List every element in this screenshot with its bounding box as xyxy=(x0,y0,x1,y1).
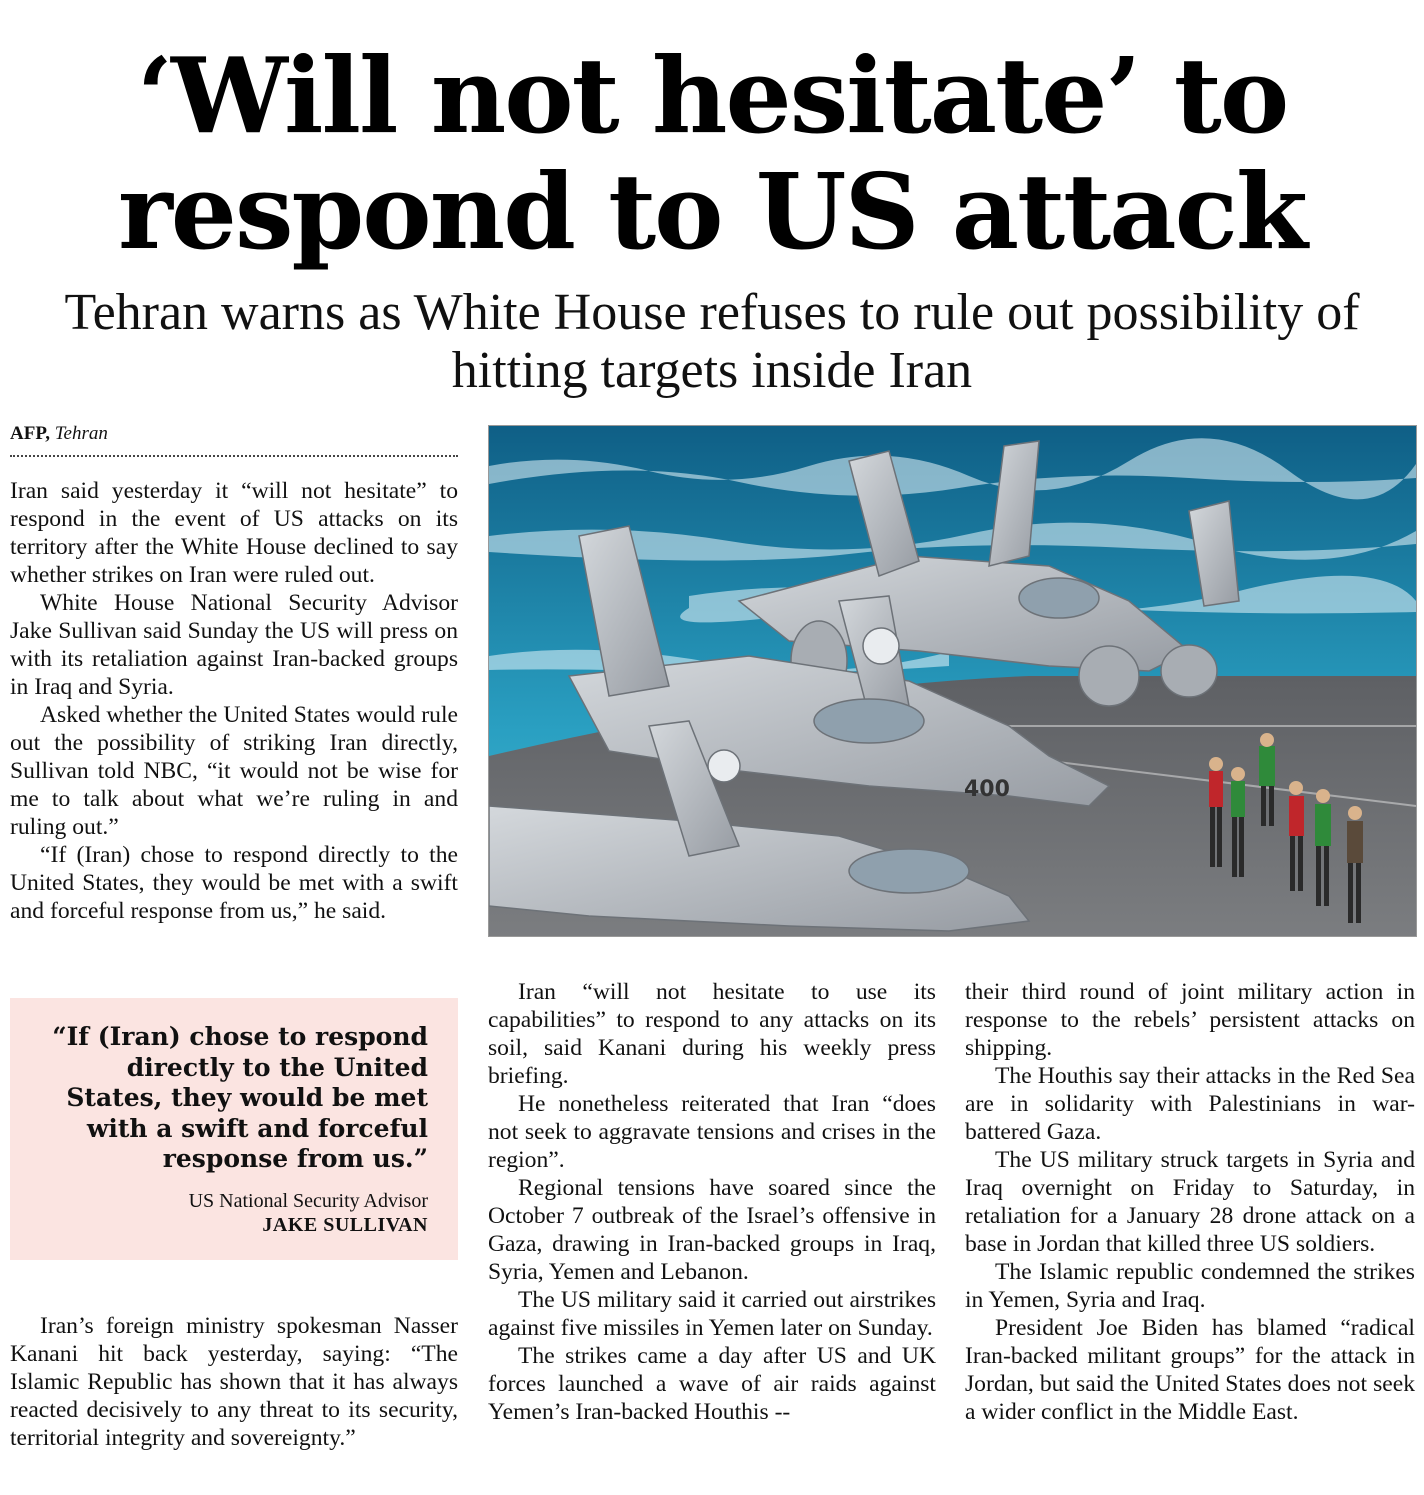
pull-quote-role: US National Security Advisor xyxy=(188,1189,428,1212)
subheadline xyxy=(20,284,1404,400)
paragraph: Regional tensions have soared since the October 7 outbreak of the Israel’s offensive in Gaza, drawing in Iran-backed groups in Iraq, Syria, Yemen and Lebanon. xyxy=(488,1175,936,1285)
paragraph: The US military struck targets in Syria and Iraq overnight on Friday to Saturday, in retaliation for a January 28 drone attack on a base in Jordan that killed three US soldiers. xyxy=(965,1147,1415,1257)
paragraph: Iran “will not hesitate to use its capabilities” to respond to any attacks on its soil, said Kanani during his weekly press briefing. xyxy=(488,979,936,1089)
photo-illustration xyxy=(489,426,1416,936)
paragraph: Iran’s foreign ministry spokesman Nasser Kanani hit back yesterday, saying: “The Islamic Republic has shown that it has always reacted decisively to any threat to its security, territorial integrity and sovereignty.” xyxy=(10,1313,458,1451)
paragraph: The Islamic republic condemned the strikes in Yemen, Syria and Iraq. xyxy=(965,1259,1415,1313)
paragraph: Asked whether the United States would rule out the possibility of striking Iran directly, Sullivan told NBC, “it would not be wise for me to talk about what we’re ruling in and ruling out.” xyxy=(10,702,458,840)
paragraph: He nonetheless reiterated that Iran “does not seek to aggravate tensions and crises in the region”. xyxy=(488,1091,936,1173)
headline xyxy=(0,34,1424,273)
pull-quote-text: “If (Iran) chose to respond directly to the United States, they would be met with a swift and forceful response from us.” xyxy=(52,1022,428,1173)
paragraph: their third round of joint military action in response to the rebels’ persistent attacks on shipping. xyxy=(965,979,1415,1061)
paragraph: The US military said it carried out airstrikes against five missiles in Yemen later on Sunday. xyxy=(488,1287,936,1341)
byline-agency: AFP, xyxy=(10,423,50,444)
column-2 xyxy=(488,978,936,1426)
subheadline-line-1: Tehran warns as White House refuses to rule out possibility of xyxy=(64,284,1360,341)
column-1-bottom xyxy=(10,1312,458,1452)
jet-number: 400 xyxy=(964,777,1010,802)
paragraph: President Joe Biden has blamed “radical Iran-backed militant groups” for the attack in Jordan, but said the United States does not seek a wider conflict in the Middle East. xyxy=(965,1315,1415,1425)
column-1-top xyxy=(10,477,458,925)
pull-quote-box xyxy=(10,998,458,1260)
news-photo-fighter-jets-on-carrier xyxy=(488,425,1417,937)
paragraph: “If (Iran) chose to respond directly to the United States, they would be met with a swift and forceful response from us,” he said. xyxy=(10,842,458,924)
paragraph: Iran said yesterday it “will not hesitate” to respond in the event of US attacks on its territory after the White House declined to say whether strikes on Iran were ruled out. xyxy=(10,478,458,588)
pull-quote-name: JAKE SULLIVAN xyxy=(262,1213,428,1236)
paragraph: White House National Security Advisor Jake Sullivan said Sunday the US will press on with its retaliation against Iran-backed groups in Iraq and Syria. xyxy=(10,590,458,700)
paragraph: The Houthis say their attacks in the Red Sea are in solidarity with Palestinians in war-battered Gaza. xyxy=(965,1063,1415,1145)
subheadline-line-2: hitting targets inside Iran xyxy=(451,342,973,399)
paragraph: The strikes came a day after US and UK forces launched a wave of air raids against Yemen’s Iran-backed Houthis -- xyxy=(488,1343,936,1425)
headline-line-2: respond to US attack xyxy=(118,150,1306,273)
byline xyxy=(10,423,458,457)
byline-location: Tehran xyxy=(54,423,108,444)
headline-line-1: ‘Will not hesitate’ to xyxy=(136,34,1288,157)
column-3 xyxy=(965,978,1415,1426)
